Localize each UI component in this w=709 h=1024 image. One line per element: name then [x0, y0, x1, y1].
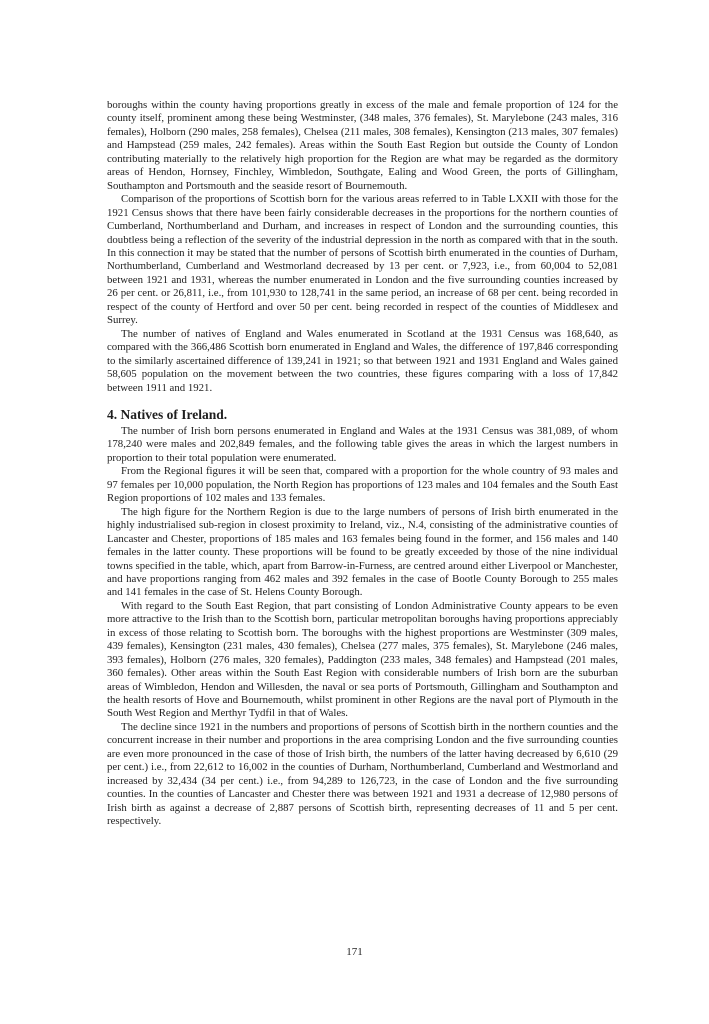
page-number: 171 — [346, 946, 363, 958]
section-heading: 4. Natives of Ireland. — [107, 406, 228, 422]
paragraph-regional-figures: From the Regional figures it will be seen that, compared with a proportion for the whole country of 93 males and 97 females per 10,000 population, the North Region has proportions of 123 males and 104 females and the South East Region proportions of 102 males and 133 females. — [107, 465, 618, 505]
paragraph-irish-born-count: The number of Irish born persons enumerated in England and Wales at the 1931 Census was 381,089, of whom 178,240 were males and 202,849 females, and the following table gives the areas in which the largest numbers in proportion to their total population were enumerated. — [107, 424, 618, 464]
paragraph-northern-region: The high figure for the Northern Region is due to the large numbers of persons of Irish birth enumerated in the highly industrialised sub-region in closest proximity to Ireland, viz., N.4, consisting of the administrative counties of Lancaster and Chester, proportions of 185 males and 163 females being found in the former, and 156 males and 140 females in the latter county. These proportions will be found to be greatly exceeded by those of the nine individual towns specified in the table, which, apart from Barrow-in-Furness, are centred around either Liverpool or Manchester, and have proportions ranging from 462 males and 392 females in the case of Bootle County Borough to 255 males and 141 females in the case of St. Helens County Borough. — [107, 505, 618, 599]
paragraph-boroughs: boroughs within the county having proportions greatly in excess of the male and female proportion of 124 for the county itself, prominent among these being Westminster, (348 males, 376 females), St. Marylebone (243 males, 316 females), Holborn (290 males, 258 females), Chelsea (211 males, 308 females), Kensington (213 males, 307 females) and Hampstead (259 males, 242 females). Areas within the South East Region but outside the County of London contributing materially to the relatively high proportion for the Region are what may be regarded as the dormitory areas of Hendon, Hornsey, Finchley, Wimbledon, Southgate, Ealing and Wood Green, the ports of Gillingham, Southampton and Portsmouth and the seaside resort of Bournemouth. — [107, 99, 618, 192]
paragraph-decline-since-1921: The decline since 1921 in the numbers and proportions of persons of Scottish birth in the northern counties and the concurrent increase in their number and proportions in the area comprising London and the five surrounding counties are even more pronounced in the case of those of Irish birth, the numbers of the latter having decreased by 6,610 (29 per cent.) i.e., from 22,612 to 16,002 in the counties of Durham, Northumberland, Cumberland and Westmorland and increased by 32,434 (34 per cent.) i.e., from 94,289 to 126,723, in the case of London and the five surrounding counties. In the counties of Lancaster and Chester there was between 1921 and 1931 a decrease of 12,980 persons of Irish birth as against a decrease of 2,887 persons of Scottish birth, representing decreases of 11 and 5 per cent. respectively. — [107, 720, 618, 828]
paragraph-scottish-comparison: Comparison of the proportions of Scottish born for the various areas referred to in Table LXXII with those for the 1921 Census shows that there have been fairly considerable decreases in the proportions for the northern counties of Cumberland, Northumberland and Durham, and increases in respect of London and the surrounding counties, this doubtless being a reflection of the severity of the industrial depression in the north as compared with that in the south. In this connection it may be stated that the number of persons of Scottish birth enumerated in the counties of Durham, Northumberland, Cumberland and Westmorland decreased by 13 per cent. or 7,923, i.e., from 60,004 to 52,081 between 1921 and 1931, whereas the number enumerated in London and the five surrounding counties increased by 26 per cent. or 26,811, i.e., from 101,930 to 128,741 in the same period, an increase of 68 per cent. being recorded in respect of the county of Hertford and over 50 per cent. being recorded in respect of the counties of Middlesex and Surrey. — [107, 193, 618, 327]
text-column — [107, 99, 618, 829]
paragraph-natives-england-wales: The number of natives of England and Wales enumerated in Scotland at the 1931 Census was 168,640, as compared with the 366,486 Scottish born enumerated in England and Wales, the difference of 197,846 corresponding to the similarly ascertained difference of 139,241 in 1921; so that between 1921 and 1931 England and Wales gained 58,605 population on the movement between the two countries, these figures comparing with a loss of 17,842 between 1911 and 1921. — [107, 327, 618, 394]
paragraph-south-east-region: With regard to the South East Region, that part consisting of London Administrative County appears to be even more attractive to the Irish than to the Scottish born, particular metropolitan boroughs having proportions appreciably in excess of those relating to Scottish born. The boroughs with the highest proportions are Westminster (309 males, 439 females), Kensington (231 males, 430 females), Chelsea (277 males, 375 females), St. Marylebone (246 males, 393 females), Holborn (276 males, 320 females), Paddington (233 males, 348 females) and Hampstead (201 males, 360 females). Other areas within the South East Region with considerable numbers of Irish born are the suburban areas of Wimbledon, Hendon and Willesden, the naval or sea ports of Portsmouth, Gillingham and Southampton and the health resorts of Hove and Bournemouth, whilst prominent in other Regions are the naval port of Plymouth in the South West Region and Merthyr Tydfil in that of Wales. — [107, 599, 618, 720]
